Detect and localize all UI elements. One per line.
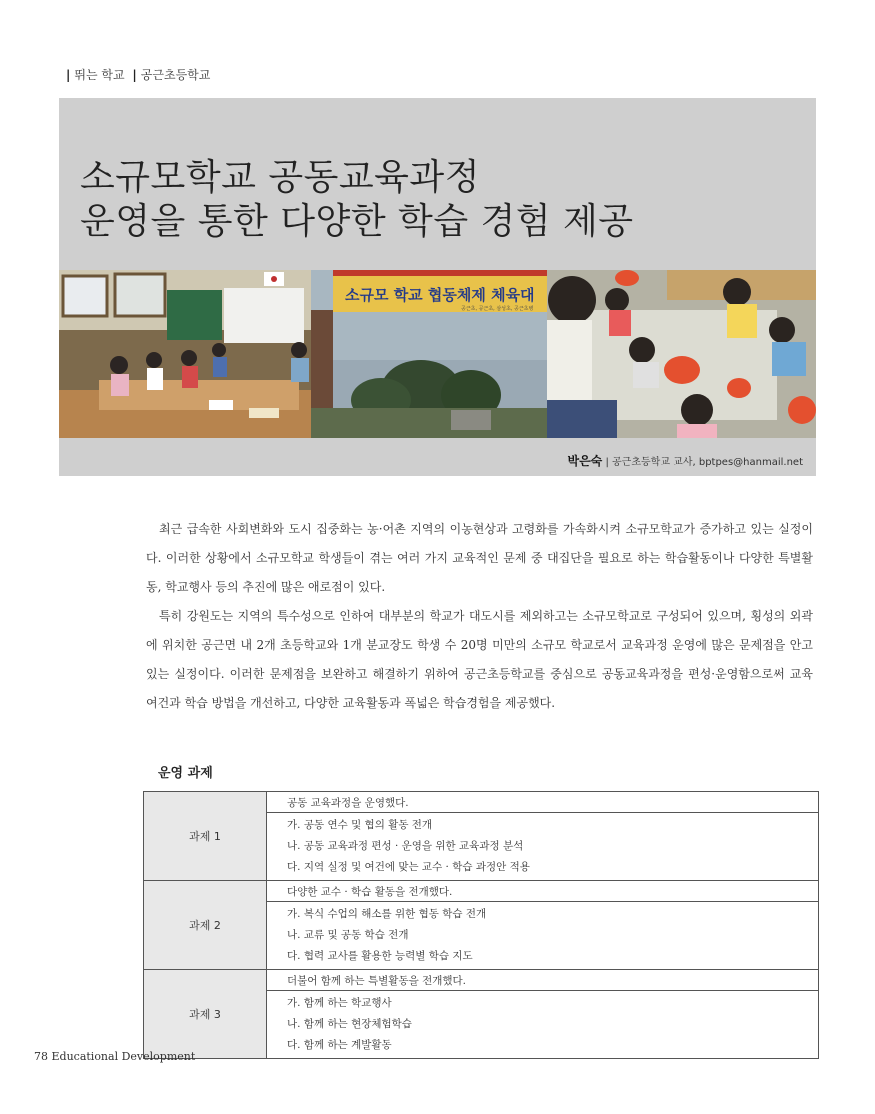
page-footer [34, 1050, 195, 1063]
body-paragraph-2: 특히 강원도는 지역의 특수성으로 인하여 대부분의 학교가 대도시를 제외하고는 소규모학교로 구성되어 있으며, 횡성의 외곽에 위치한 공근면 내 2개 초등학교와 1개 분교장도 학생 수 20명 미만의 소규모 학교로서 교육과정 운영에 많은 문제점을 안고 있는 실정이다. 이러한 문제점을 보완하고 해결하기 위하여 공근초등학교를 중심으로 공동교육과정을 편성·운영함으로써 교육 여건과 학습 방법을 개선하고, 다양한 교육활동과 폭넓은 학습경험을 제공했다. [146, 609, 813, 710]
page-number: 78 [34, 1050, 48, 1063]
article-body [146, 515, 813, 718]
section-breadcrumb: | 뛰는 학교 | 공근초등학교 [66, 68, 211, 82]
task-title: 공동 교육과정을 운영했다. [267, 792, 819, 813]
banner-text: 소규모 학교 협동체제 체육대 [345, 286, 535, 304]
author-credit: 박은숙 | 공근초등학교 교사, bptpes@hanmail.net [567, 454, 803, 468]
tasks-heading: 운영 과제 [158, 766, 213, 781]
section-name: 뛰는 학교 [74, 68, 125, 82]
list-item: 다. 지역 실정 및 여건에 맞는 교수 · 학습 과정안 적용 [287, 861, 530, 873]
banner-photo [311, 270, 547, 438]
task-label: 과제 3 [144, 970, 267, 1059]
classroom-photo [59, 270, 311, 438]
task-title: 더불어 함께 하는 특별활동을 전개했다. [267, 970, 819, 991]
list-item: 나. 함께 하는 현장체험학습 [287, 1018, 412, 1030]
publication-name: Educational Development [51, 1050, 196, 1063]
author-affiliation: 공근초등학교 교사, [612, 457, 696, 468]
tasks-table [143, 791, 819, 1059]
school-name: 공근초등학교 [140, 68, 211, 82]
children-painting-photo [547, 270, 816, 438]
task-label: 과제 1 [144, 792, 267, 881]
task-items [267, 813, 819, 881]
article-title [80, 156, 634, 244]
task-items [267, 902, 819, 970]
list-item: 가. 복식 수업의 해소를 위한 협동 학습 전개 [287, 908, 487, 920]
list-item: 나. 교류 및 공동 학습 전개 [287, 929, 409, 941]
table-row [144, 881, 819, 902]
task-items [267, 991, 819, 1059]
list-item: 가. 함께 하는 학교행사 [287, 997, 392, 1009]
author-name: 박은숙 [567, 454, 603, 468]
title-line-1: 소규모학교 공동교육과정 [80, 157, 480, 198]
banner-subtext: 공근초, 공근초, 삼성초, 공근초병 [461, 306, 534, 312]
list-item: 다. 함께 하는 계발활동 [287, 1039, 392, 1051]
task-title: 다양한 교수 · 학습 활동을 전개했다. [267, 881, 819, 902]
table-row [144, 970, 819, 991]
title-line-2: 운영을 통한 다양한 학습 경험 제공 [80, 201, 634, 242]
table-row [144, 792, 819, 813]
author-email: bptpes@hanmail.net [698, 457, 803, 468]
list-item: 나. 공동 교육과정 편성 · 운영을 위한 교육과정 분석 [287, 840, 524, 852]
list-item: 가. 공동 연수 및 협의 활동 전개 [287, 819, 433, 831]
task-label: 과제 2 [144, 881, 267, 970]
list-item: 다. 협력 교사를 활용한 능력별 학습 지도 [287, 950, 473, 962]
body-paragraph-1: 최근 급속한 사회변화와 도시 집중화는 농·어촌 지역의 이농현상과 고령화를 가속화시켜 소규모학교가 증가하고 있는 실정이다. 이러한 상황에서 소규모학교 학생들이 겪는 여러 가지 교육적인 문제 중 대집단을 필요로 하는 학습활동이나 다양한 특별활동, 학교행사 등의 추진에 많은 애로점이 있다. [146, 522, 813, 594]
